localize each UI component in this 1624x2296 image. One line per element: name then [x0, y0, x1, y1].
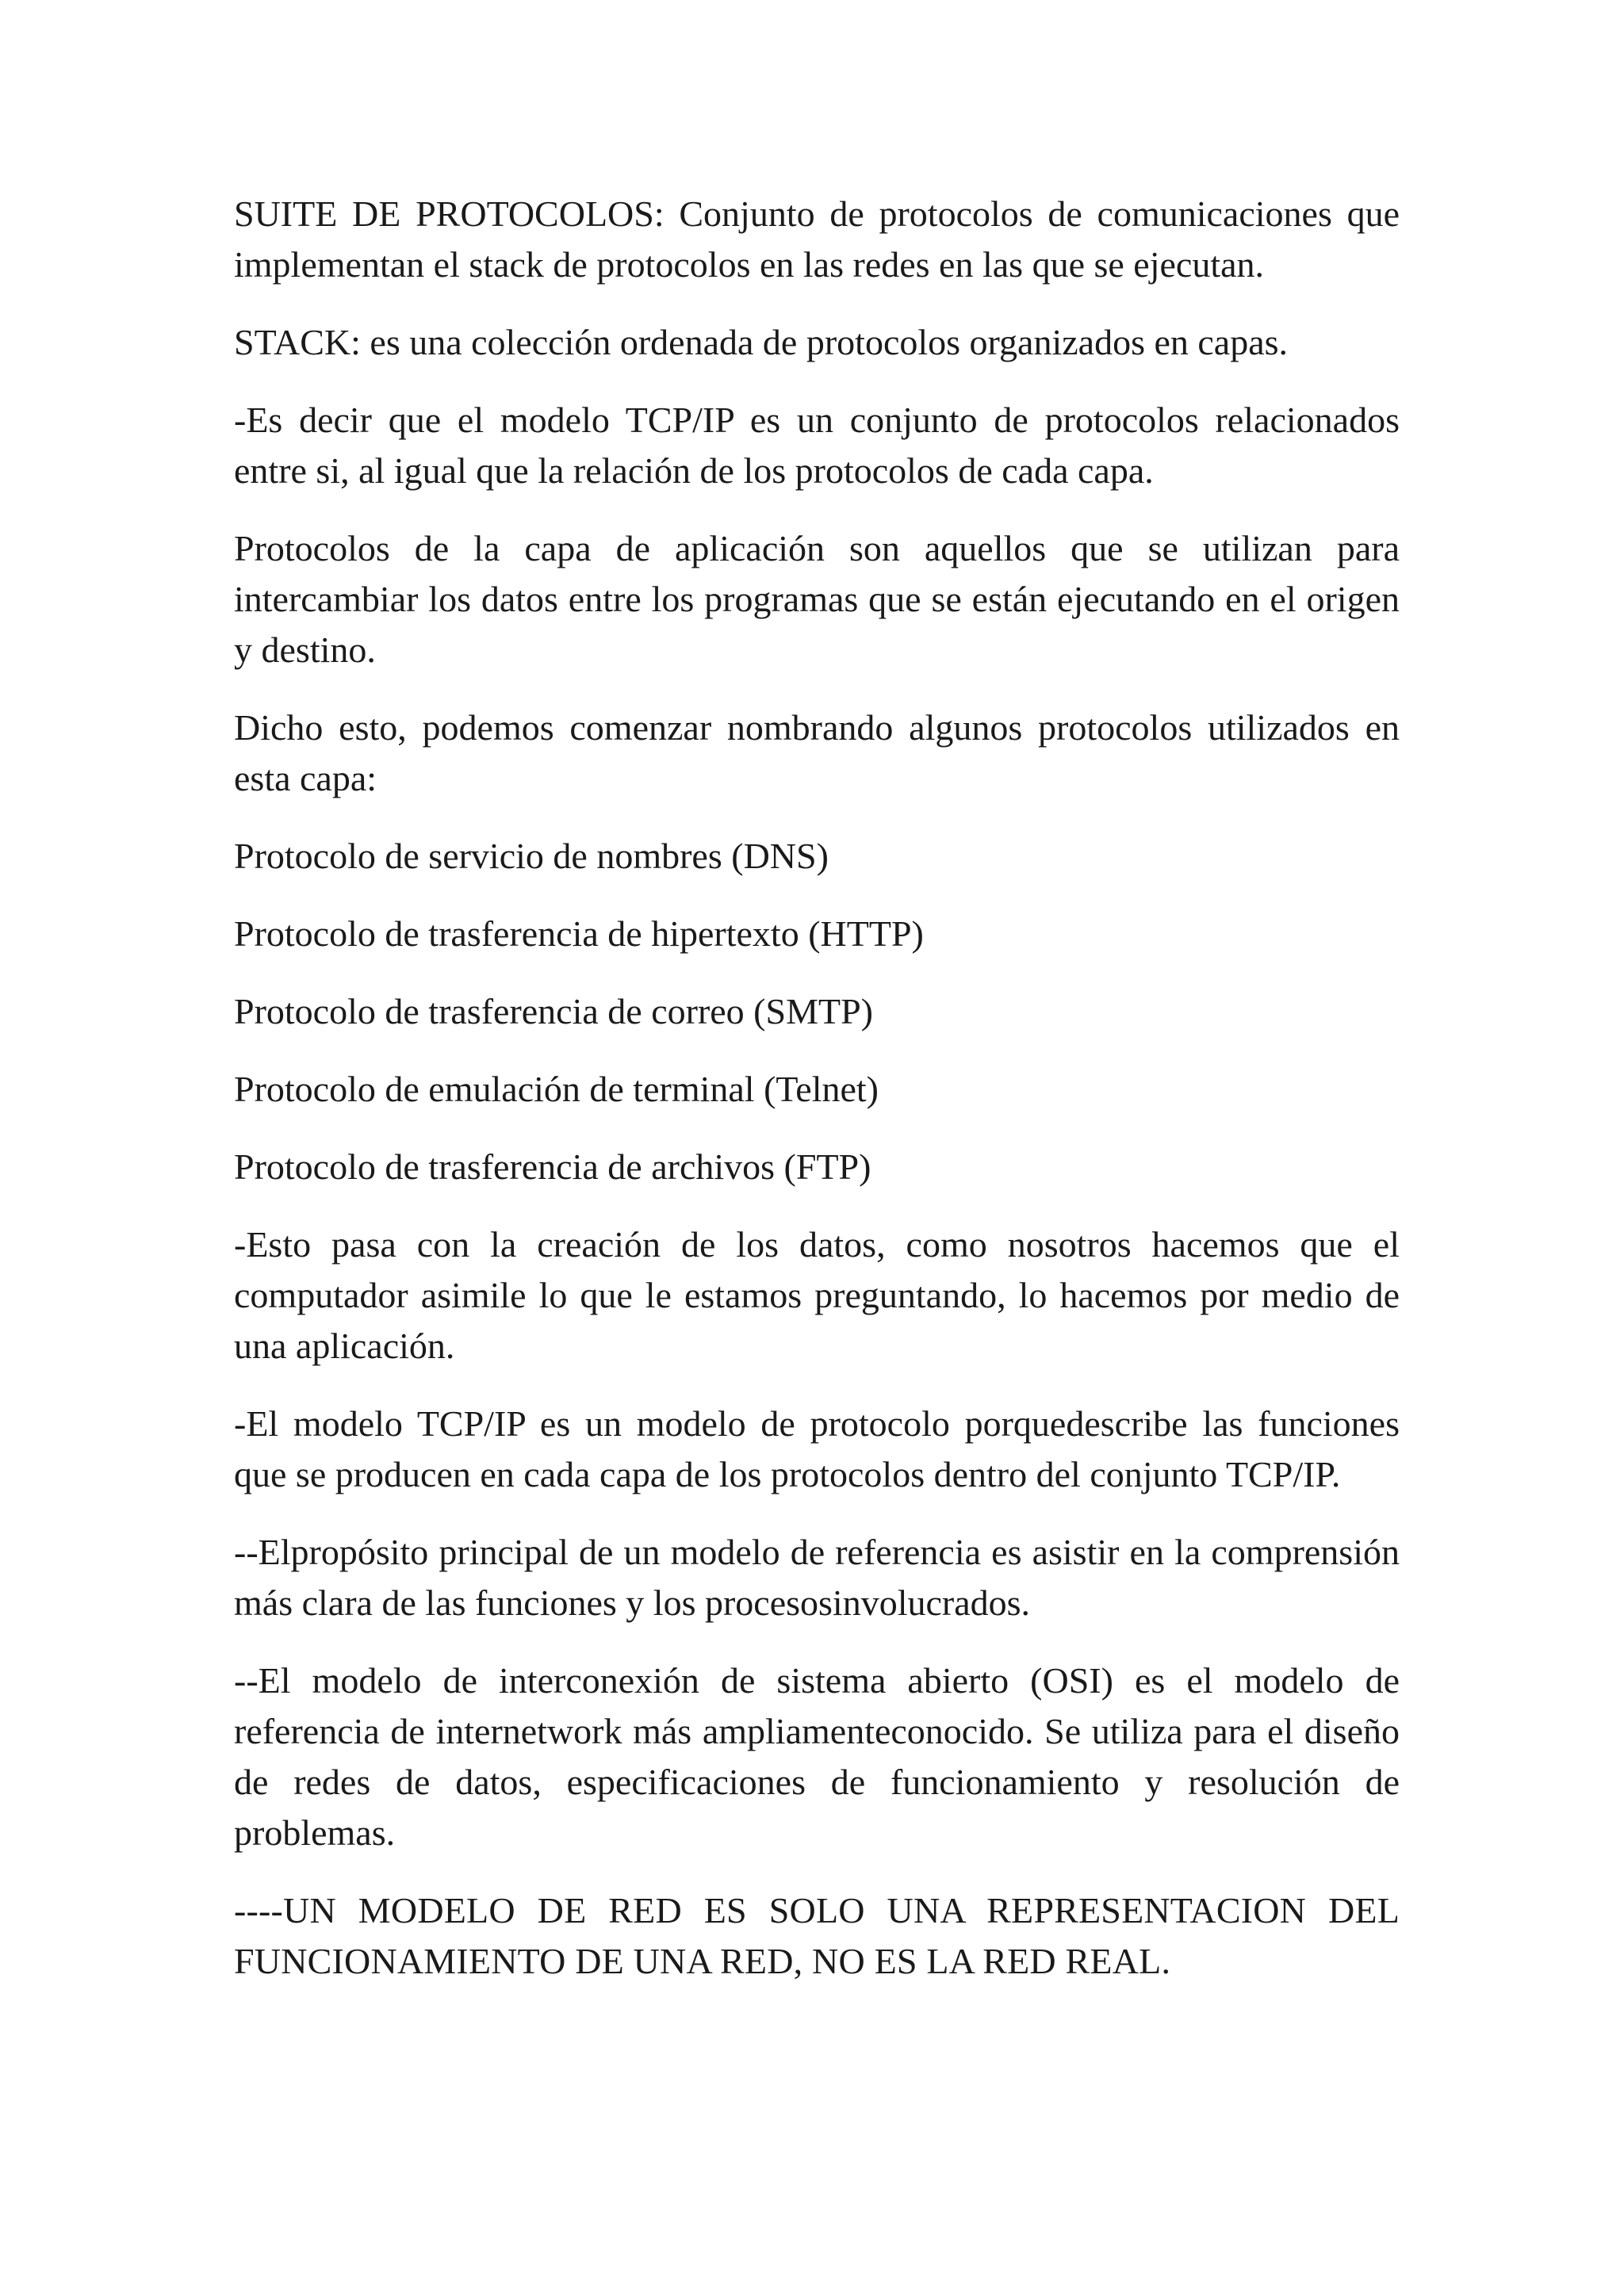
protocol-item-dns: Protocolo de servicio de nombres (DNS): [234, 836, 829, 876]
protocol-item-http: Protocolo de trasferencia de hipertexto (HTTP): [234, 913, 924, 954]
paragraph-modelo-osi: --El modelo de interconexión de sistema abierto (OSI) es el modelo de referencia de internetwork más ampliamenteconocido. Se utiliza para el diseño de redes de datos, especificaciones de funcionamiento y resolución de problemas.: [234, 1660, 1400, 1853]
paragraph-dicho-esto: Dicho esto, podemos comenzar nombrando algunos protocolos utilizados en esta capa:: [234, 707, 1400, 798]
paragraph-creacion-datos: -Esto pasa con la creación de los datos, como nosotros hacemos que el computador asimile lo que le estamos preguntando, lo hacemos por medio de una aplicación.: [234, 1224, 1400, 1366]
protocol-item-telnet: Protocolo de emulación de terminal (Telnet): [234, 1069, 879, 1109]
document-body: [234, 189, 1400, 2014]
paragraph-capa-aplicacion: Protocolos de la capa de aplicación son aquellos que se utilizan para intercambiar los datos entre los programas que se están ejecutando en el origen y destino.: [234, 528, 1400, 670]
paragraph-suite-de-protocolos: SUITE DE PROTOCOLOS: Conjunto de protocolos de comunicaciones que implementan el stack de protocolos en las redes en las que se ejecutan.: [234, 193, 1400, 285]
paragraph-modelo-tcpip: -Es decir que el modelo TCP/IP es un conjunto de protocolos relacionados entre si, al igual que la relación de los protocolos de cada capa.: [234, 400, 1400, 491]
paragraph-modelo-referencia: --Elpropósito principal de un modelo de referencia es asistir en la comprensión más clara de las funciones y los procesosinvolucrados.: [234, 1532, 1400, 1623]
paragraph-modelo-de-red: ----UN MODELO DE RED ES SOLO UNA REPRESENTACION DEL FUNCIONAMIENTO DE UNA RED, NO ES LA RED REAL.: [234, 1890, 1400, 1981]
paragraph-stack: STACK: es una colección ordenada de protocolos organizados en capas.: [234, 322, 1289, 362]
protocol-item-smtp: Protocolo de trasferencia de correo (SMTP): [234, 991, 873, 1031]
paragraph-modelo-protocolo: -El modelo TCP/IP es un modelo de protocolo porquedescribe las funciones que se producen en cada capa de los protocolos dentro del conjunto TCP/IP.: [234, 1403, 1400, 1494]
protocol-item-ftp: Protocolo de trasferencia de archivos (FTP): [234, 1146, 871, 1187]
